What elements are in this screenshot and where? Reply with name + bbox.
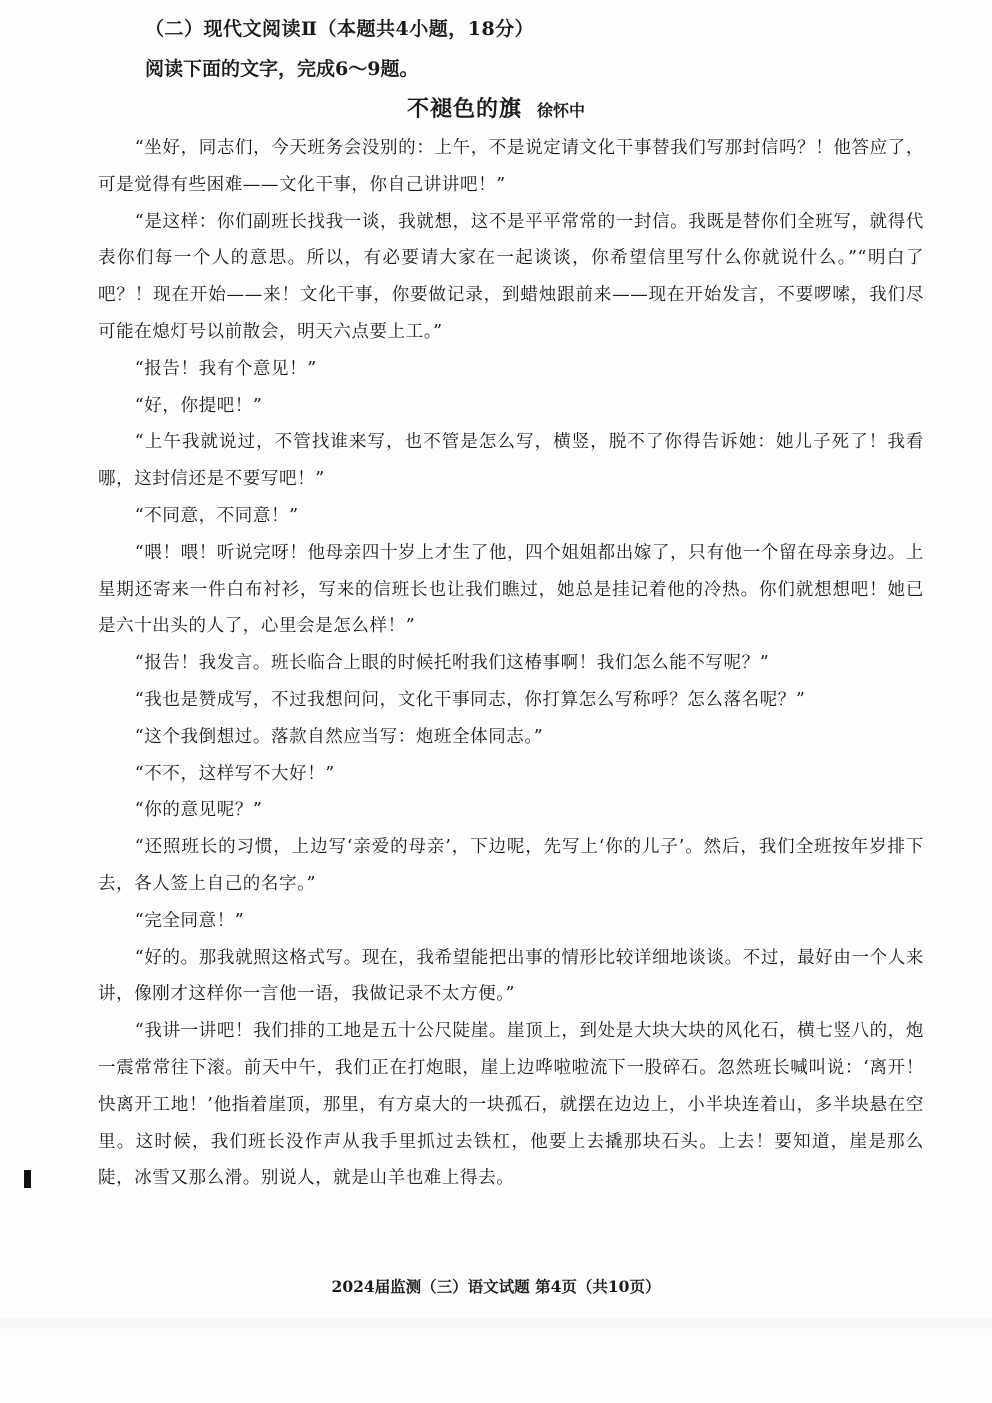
article-title-line: [0, 92, 992, 123]
paragraph: “你的意见呢？”: [134, 800, 263, 821]
paragraph: “喂！喂！听说完呀！他母亲四十岁上才生了他，四个姐姐都出嫁了，只有他一个留在母亲身边。上星期还寄来一件白布衬衫，写来的信班长也让我们瞧过，她总是挂记着他的冷热。你们就想想吧！她已是六十出头的人了，心里会是怎么样！”: [98, 542, 924, 637]
paragraph: “还照班长的习惯，上边写‘亲爱的母亲’，下边呢，先写上‘你的儿子’。然后，我们全班按年岁排下去，各人签上自己的名字。”: [98, 837, 924, 894]
paragraph: “这个我倒想过。落款自然应当写：炮班全体同志。”: [134, 726, 544, 747]
reading-instruction: 阅读下面的文字，完成6～9题。: [145, 58, 419, 80]
section-heading: （二）现代文阅读Ⅱ（本题共4小题，18分）: [145, 18, 535, 40]
paragraph: “不同意，不同意！”: [134, 505, 299, 526]
article-author: 徐怀中: [537, 101, 586, 120]
paragraph: “好，你提吧！”: [134, 395, 263, 416]
paragraph: “我也是赞成写，不过我想问问，文化干事同志，你打算怎么写称呼？怎么落名呢？”: [134, 689, 806, 710]
paragraph: “是这样：你们副班长找我一谈，我就想，这不是平平常常的一封信。我既是替你们全班写，就得代表你们每一个人的意思。所以，有必要请大家在一起谈谈，你希望信里写什么你就说什么。”“明白了吧？！现在开始——来！文化干事，你要做记录，到蜡烛跟前来——现在开始发言，不要啰嗦，我们尽可能在熄灯号以前散会，明天六点要上工。”: [98, 211, 924, 342]
page-footer: 2024届监测（三）语文试题 第4页（共10页）: [331, 1277, 661, 1296]
paragraph: “完全同意！”: [134, 910, 245, 931]
paragraph: “报告！我发言。班长临合上眼的时候托咐我们这椿事啊！我们怎么能不写呢？”: [134, 653, 770, 674]
paragraph: “我讲一讲吧！我们排的工地是五十公尺陡崖。崖顶上，到处是大块大块的风化石，横七竖八的，炮一震常常往下滚。前天中午，我们正在打炮眼，崖上边哗啦啦流下一股碎石。忽然班长喊叫说：‘离开！快离开工地！’他指着崖顶，那里，有方桌大的一块孤石，就摆在边边上，小半块连着山，多半块悬在空里。这时候，我们班长没作声从我手里抓过去铁杠，他要上去撬那块石头。上去！要知道，崖是那么陡，冰雪又那么滑。别说人，就是山羊也难上得去。: [98, 1021, 924, 1189]
paragraph: “坐好，同志们，今天班务会没别的：上午，不是说定请文化干事替我们写那封信吗？！他答应了，可是觉得有些困难——文化干事，你自己讲讲吧！”: [98, 138, 924, 195]
scan-edge-shadow: [0, 1318, 992, 1348]
paragraph: “报告！我有个意见！”: [134, 358, 317, 379]
article-title: 不褪色的旗: [406, 97, 522, 122]
binding-mark: [24, 1170, 31, 1188]
paragraph: “不不，这样写不大好！”: [134, 763, 335, 784]
paragraph: “上午我就说过，不管找谁来写，也不管是怎么写，横竖，脱不了你得告诉她：她儿子死了！我看哪，这封信还是不要写吧！”: [98, 432, 924, 490]
article-body: [98, 130, 924, 1197]
paragraph: “好的。那我就照这格式写。现在，我希望能把出事的情形比较详细地谈谈。不过，最好由一个人来讲，像刚才这样你一言他一语，我做记录不太方便。”: [98, 947, 924, 1005]
